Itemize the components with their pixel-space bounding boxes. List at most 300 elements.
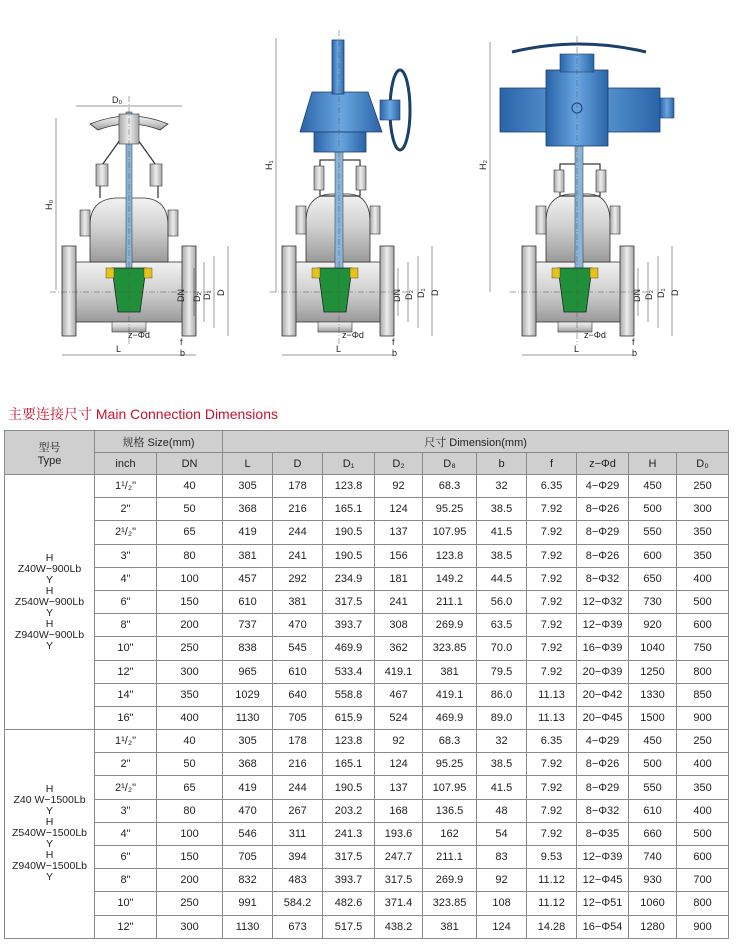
table-row [5, 869, 729, 892]
label-d-3: D [670, 289, 680, 296]
cell-d2: 124 [375, 753, 423, 776]
cell-h: 1060 [629, 892, 677, 915]
cell-d0: 750 [677, 637, 729, 660]
cell-d1: 165.1 [323, 498, 375, 521]
cell-d1: 190.5 [323, 776, 375, 799]
cell-d1: 469.9 [323, 637, 375, 660]
cell-dn: 200 [157, 869, 223, 892]
cell-d8: 149.2 [423, 567, 477, 590]
cell-f: 7.92 [527, 544, 577, 567]
label-l-3: L [574, 344, 580, 354]
subheader-l: L [223, 453, 273, 475]
cell-dn: 100 [157, 567, 223, 590]
cell-h: 600 [629, 544, 677, 567]
header-type-en: Type [37, 454, 62, 467]
table-row [5, 567, 729, 590]
table-row [5, 683, 729, 706]
label-h0: H₀ [44, 199, 54, 210]
cell-d1: 234.9 [323, 567, 375, 590]
cell-d: 311 [273, 822, 323, 845]
cell-d1: 317.5 [323, 846, 375, 869]
table-row [5, 660, 729, 683]
type-line: Y [45, 871, 53, 884]
cell-b: 124 [477, 915, 527, 938]
cell-f: 14.28 [527, 915, 577, 938]
table-row [5, 753, 729, 776]
label-d-2: D [430, 289, 440, 296]
cell-d0: 500 [677, 822, 729, 845]
cell-dn: 80 [157, 544, 223, 567]
valve-electric-drawing [478, 36, 680, 358]
label-zd-1: z−Φd [128, 330, 150, 340]
label-b-2: b [392, 348, 398, 358]
cell-inch: 4" [95, 822, 157, 845]
label-d-1: D [216, 289, 226, 296]
table-row [5, 614, 729, 637]
cell-f: 7.92 [527, 637, 577, 660]
cell-d0: 300 [677, 498, 729, 521]
label-d0: D₀ [112, 95, 123, 105]
cell-z-phi-d: 8−Φ29 [577, 521, 629, 544]
cell-z-phi-d: 8−Φ32 [577, 799, 629, 822]
cell-d: 244 [273, 521, 323, 544]
label-d2-3: D₂ [644, 290, 654, 300]
cell-b: 56.0 [477, 590, 527, 613]
cell-h: 1280 [629, 915, 677, 938]
type-line: H [45, 617, 54, 630]
cell-d0: 350 [677, 544, 729, 567]
type-line: Y [45, 838, 53, 851]
cell-d8: 68.3 [423, 730, 477, 753]
type-line: Z540W−1500Lb [11, 827, 87, 840]
type-line: Z40 W−1500Lb [13, 794, 86, 807]
table-row [5, 544, 729, 567]
header-type-cn: 型号 [38, 441, 61, 454]
cell-b: 38.5 [477, 498, 527, 521]
cell-d1: 190.5 [323, 521, 375, 544]
cell-b: 54 [477, 822, 527, 845]
cell-d1: 393.7 [323, 869, 375, 892]
type-line: H [45, 849, 54, 862]
cell-l: 1029 [223, 683, 273, 706]
table-row [5, 846, 729, 869]
cell-dn: 150 [157, 590, 223, 613]
cell-d: 584.2 [273, 892, 323, 915]
table-row [5, 637, 729, 660]
cell-inch: 2¹/₂" [95, 776, 157, 799]
type-line: H [45, 551, 54, 564]
cell-d0: 600 [677, 614, 729, 637]
cell-l: 1130 [223, 706, 273, 729]
cell-z-phi-d: 16−Φ54 [577, 915, 629, 938]
subheader-f: f [527, 453, 577, 475]
cell-d8: 323.85 [423, 892, 477, 915]
cell-l: 368 [223, 753, 273, 776]
table-row [5, 730, 729, 753]
cell-inch: 4" [95, 567, 157, 590]
cell-f: 11.13 [527, 683, 577, 706]
cell-d: 178 [273, 475, 323, 498]
cell-dn: 40 [157, 730, 223, 753]
table-row [5, 799, 729, 822]
cell-f: 6.35 [527, 475, 577, 498]
cell-z-phi-d: 12−Φ39 [577, 846, 629, 869]
cell-d0: 500 [677, 590, 729, 613]
cell-dn: 40 [157, 475, 223, 498]
label-zd-3: z−Φd [584, 330, 606, 340]
cell-d1: 558.8 [323, 683, 375, 706]
label-dn-1: DN [176, 289, 186, 302]
cell-h: 500 [629, 753, 677, 776]
cell-d8: 95.25 [423, 753, 477, 776]
cell-b: 92 [477, 869, 527, 892]
type-cell [5, 730, 95, 939]
header-size: 规格 Size(mm) [95, 431, 223, 453]
cell-dn: 300 [157, 915, 223, 938]
label-d1-2: D₁ [416, 288, 426, 298]
cell-z-phi-d: 8−Φ26 [577, 544, 629, 567]
cell-d8: 162 [423, 822, 477, 845]
cell-dn: 250 [157, 637, 223, 660]
cell-h: 740 [629, 846, 677, 869]
cell-d: 545 [273, 637, 323, 660]
cell-d1: 615.9 [323, 706, 375, 729]
cell-inch: 2" [95, 498, 157, 521]
cell-h: 450 [629, 475, 677, 498]
type-line: Z940W−1500Lb [11, 860, 87, 873]
cell-d1: 123.8 [323, 475, 375, 498]
cell-inch: 10" [95, 892, 157, 915]
cell-d2: 467 [375, 683, 423, 706]
cell-b: 63.5 [477, 614, 527, 637]
cell-f: 11.12 [527, 892, 577, 915]
cell-h: 550 [629, 776, 677, 799]
section-heading: 主要连接尺寸 Main Connection Dimensions [8, 406, 278, 422]
cell-l: 838 [223, 637, 273, 660]
cell-d: 394 [273, 846, 323, 869]
cell-d8: 95.25 [423, 498, 477, 521]
cell-b: 38.5 [477, 544, 527, 567]
cell-l: 419 [223, 521, 273, 544]
cell-f: 11.13 [527, 706, 577, 729]
cell-d2: 362 [375, 637, 423, 660]
cell-f: 7.92 [527, 799, 577, 822]
cell-d1: 203.2 [323, 799, 375, 822]
cell-d0: 400 [677, 567, 729, 590]
cell-l: 457 [223, 567, 273, 590]
cell-d: 640 [273, 683, 323, 706]
label-b-3: b [632, 348, 638, 358]
cell-d8: 211.1 [423, 846, 477, 869]
cell-h: 450 [629, 730, 677, 753]
cell-dn: 65 [157, 776, 223, 799]
cell-l: 368 [223, 498, 273, 521]
cell-d1: 123.8 [323, 730, 375, 753]
type-line: Z940W−900Lb [14, 628, 85, 641]
cell-d0: 900 [677, 706, 729, 729]
cell-dn: 250 [157, 892, 223, 915]
cell-f: 7.92 [527, 753, 577, 776]
cell-d0: 250 [677, 475, 729, 498]
cell-d: 381 [273, 590, 323, 613]
cell-d8: 107.95 [423, 521, 477, 544]
label-b-1: b [180, 348, 186, 358]
table-row [5, 498, 729, 521]
cell-z-phi-d: 8−Φ29 [577, 776, 629, 799]
label-dn-2: DN [392, 289, 402, 302]
cell-inch: 10" [95, 637, 157, 660]
cell-h: 1500 [629, 706, 677, 729]
subheader-dn: DN [157, 453, 223, 475]
cell-z-phi-d: 4−Φ29 [577, 730, 629, 753]
cell-inch: 1¹/₂" [95, 730, 157, 753]
cell-d0: 350 [677, 776, 729, 799]
cell-d2: 92 [375, 475, 423, 498]
header-type [5, 431, 95, 475]
cell-inch: 2" [95, 753, 157, 776]
cell-inch: 3" [95, 544, 157, 567]
cell-d0: 850 [677, 683, 729, 706]
cell-d2: 241 [375, 590, 423, 613]
cell-l: 991 [223, 892, 273, 915]
cell-dn: 150 [157, 846, 223, 869]
cell-d0: 800 [677, 660, 729, 683]
cell-d1: 317.5 [323, 590, 375, 613]
cell-l: 610 [223, 590, 273, 613]
cell-d: 705 [273, 706, 323, 729]
cell-z-phi-d: 8−Φ32 [577, 567, 629, 590]
cell-l: 419 [223, 776, 273, 799]
cell-l: 470 [223, 799, 273, 822]
cell-d8: 381 [423, 660, 477, 683]
cell-b: 41.5 [477, 776, 527, 799]
cell-d2: 317.5 [375, 869, 423, 892]
cell-inch: 16" [95, 706, 157, 729]
label-f-2: f [392, 337, 395, 347]
label-d1-1: D₁ [202, 290, 212, 300]
cell-dn: 350 [157, 683, 223, 706]
table-row [5, 915, 729, 938]
cell-z-phi-d: 16−Φ39 [577, 637, 629, 660]
label-d1-3: D₁ [656, 288, 666, 298]
dimension-table [4, 430, 729, 939]
cell-d2: 419.1 [375, 660, 423, 683]
cell-d0: 800 [677, 892, 729, 915]
cell-z-phi-d: 12−Φ45 [577, 869, 629, 892]
table-row [5, 706, 729, 729]
cell-h: 730 [629, 590, 677, 613]
cell-d0: 350 [677, 521, 729, 544]
cell-h: 920 [629, 614, 677, 637]
cell-z-phi-d: 8−Φ26 [577, 753, 629, 776]
cell-f: 7.92 [527, 498, 577, 521]
cell-b: 79.5 [477, 660, 527, 683]
label-zd-2: z−Φd [342, 330, 364, 340]
label-f-3: f [632, 337, 635, 347]
cell-d2: 308 [375, 614, 423, 637]
cell-h: 610 [629, 799, 677, 822]
subheader-d0: D₀ [677, 453, 729, 475]
cell-d8: 211.1 [423, 590, 477, 613]
subheader-b: b [477, 453, 527, 475]
cell-d8: 469.9 [423, 706, 477, 729]
cell-z-phi-d: 8−Φ26 [577, 498, 629, 521]
label-h2: H₂ [478, 160, 488, 170]
cell-dn: 50 [157, 753, 223, 776]
label-f-1: f [180, 337, 183, 347]
cell-b: 108 [477, 892, 527, 915]
label-l-1: L [116, 344, 122, 354]
table-row [5, 590, 729, 613]
type-line: Z40W−900Lb [17, 562, 82, 575]
table-row [5, 475, 729, 498]
cell-dn: 400 [157, 706, 223, 729]
cell-d8: 269.9 [423, 614, 477, 637]
type-line: Z540W−900Lb [14, 595, 85, 608]
cell-inch: 12" [95, 915, 157, 938]
cell-dn: 100 [157, 822, 223, 845]
cell-inch: 12" [95, 660, 157, 683]
cell-b: 83 [477, 846, 527, 869]
cell-d8: 123.8 [423, 544, 477, 567]
cell-l: 965 [223, 660, 273, 683]
cell-h: 1330 [629, 683, 677, 706]
cell-l: 381 [223, 544, 273, 567]
cell-d8: 419.1 [423, 683, 477, 706]
cell-d1: 165.1 [323, 753, 375, 776]
cell-l: 832 [223, 869, 273, 892]
cell-f: 7.92 [527, 822, 577, 845]
type-cell [5, 475, 95, 730]
cell-l: 546 [223, 822, 273, 845]
cell-inch: 8" [95, 614, 157, 637]
cell-d2: 168 [375, 799, 423, 822]
cell-l: 1130 [223, 915, 273, 938]
cell-d8: 323.85 [423, 637, 477, 660]
cell-z-phi-d: 12−Φ51 [577, 892, 629, 915]
cell-d: 267 [273, 799, 323, 822]
cell-d2: 371.4 [375, 892, 423, 915]
cell-d1: 393.7 [323, 614, 375, 637]
cell-d: 178 [273, 730, 323, 753]
subheader-d1: D₁ [323, 453, 375, 475]
valve-gear-drawing [264, 30, 440, 358]
cell-d2: 438.2 [375, 915, 423, 938]
cell-d2: 193.6 [375, 822, 423, 845]
cell-d2: 524 [375, 706, 423, 729]
cell-f: 7.92 [527, 660, 577, 683]
cell-d2: 92 [375, 730, 423, 753]
cell-f: 7.92 [527, 567, 577, 590]
cell-b: 70.0 [477, 637, 527, 660]
cell-dn: 300 [157, 660, 223, 683]
cell-b: 38.5 [477, 753, 527, 776]
cell-d: 483 [273, 869, 323, 892]
cell-f: 7.92 [527, 521, 577, 544]
subheader-inch: inch [95, 453, 157, 475]
cell-inch: 3" [95, 799, 157, 822]
cell-l: 705 [223, 846, 273, 869]
cell-d2: 247.7 [375, 846, 423, 869]
valve-handwheel-drawing [44, 95, 228, 358]
cell-z-phi-d: 12−Φ32 [577, 590, 629, 613]
cell-b: 41.5 [477, 521, 527, 544]
cell-z-phi-d: 12−Φ39 [577, 614, 629, 637]
type-line: Y [45, 639, 53, 652]
label-d2-2: D₂ [404, 290, 414, 300]
cell-d1: 482.6 [323, 892, 375, 915]
cell-l: 305 [223, 475, 273, 498]
subheader-d8: D₈ [423, 453, 477, 475]
cell-dn: 65 [157, 521, 223, 544]
cell-z-phi-d: 20−Φ45 [577, 706, 629, 729]
cell-b: 48 [477, 799, 527, 822]
table-row [5, 822, 729, 845]
cell-d: 216 [273, 753, 323, 776]
cell-f: 7.92 [527, 590, 577, 613]
cell-d0: 400 [677, 799, 729, 822]
label-h1: H₁ [264, 160, 274, 170]
cell-d8: 136.5 [423, 799, 477, 822]
cell-h: 1040 [629, 637, 677, 660]
cell-h: 930 [629, 869, 677, 892]
cell-d: 241 [273, 544, 323, 567]
cell-h: 1250 [629, 660, 677, 683]
cell-b: 32 [477, 475, 527, 498]
cell-d2: 137 [375, 521, 423, 544]
cell-d1: 190.5 [323, 544, 375, 567]
type-line: H [45, 816, 54, 829]
cell-d0: 250 [677, 730, 729, 753]
cell-d8: 381 [423, 915, 477, 938]
cell-b: 89.0 [477, 706, 527, 729]
cell-d: 673 [273, 915, 323, 938]
cell-z-phi-d: 4−Φ29 [577, 475, 629, 498]
cell-d8: 269.9 [423, 869, 477, 892]
cell-dn: 80 [157, 799, 223, 822]
label-l-2: L [336, 344, 342, 354]
cell-b: 44.5 [477, 567, 527, 590]
cell-d: 292 [273, 567, 323, 590]
cell-inch: 6" [95, 846, 157, 869]
cell-inch: 2¹/₂" [95, 521, 157, 544]
cell-d0: 600 [677, 846, 729, 869]
cell-d: 216 [273, 498, 323, 521]
type-line: Y [45, 805, 53, 818]
cell-d0: 900 [677, 915, 729, 938]
cell-inch: 14" [95, 683, 157, 706]
cell-d8: 68.3 [423, 475, 477, 498]
valve-drawings [0, 0, 740, 400]
cell-inch: 6" [95, 590, 157, 613]
cell-dn: 50 [157, 498, 223, 521]
cell-d: 610 [273, 660, 323, 683]
cell-d2: 156 [375, 544, 423, 567]
cell-z-phi-d: 20−Φ39 [577, 660, 629, 683]
cell-inch: 1¹/₂" [95, 475, 157, 498]
cell-dn: 200 [157, 614, 223, 637]
cell-f: 7.92 [527, 614, 577, 637]
table-row [5, 521, 729, 544]
type-line: Y [45, 573, 53, 586]
cell-l: 305 [223, 730, 273, 753]
cell-b: 86.0 [477, 683, 527, 706]
cell-d0: 400 [677, 753, 729, 776]
subheader-z-phi-d: z−Φd [577, 453, 629, 475]
cell-f: 6.35 [527, 730, 577, 753]
cell-f: 11.12 [527, 869, 577, 892]
header-dimension: 尺寸 Dimension(mm) [223, 431, 729, 453]
